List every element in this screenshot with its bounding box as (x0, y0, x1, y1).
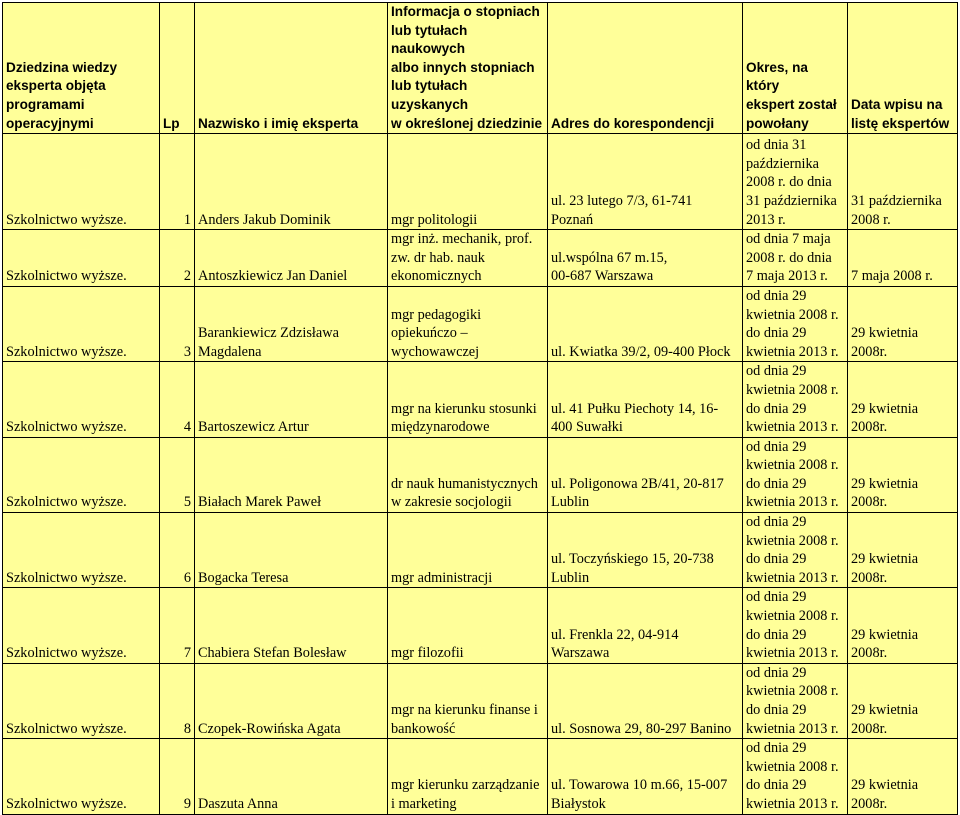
cell-okres: od dnia 31 października 2008 r. do dnia 31 października 2013 r. (743, 134, 848, 230)
cell-dziedzina: Szkolnictwo wyższe. (3, 134, 160, 230)
cell-informacja: mgr filozofii (388, 588, 548, 663)
cell-okres: od dnia 29 kwietnia 2008 r. do dnia 29 kwietnia 2013 r. (743, 513, 848, 588)
cell-lp: 8 (160, 663, 195, 738)
cell-data-wpisu: 29 kwietnia 2008r. (848, 663, 958, 738)
cell-lp: 1 (160, 134, 195, 230)
cell-data-wpisu: 29 kwietnia 2008r. (848, 513, 958, 588)
cell-adres: ul. Frenkla 22, 04-914 Warszawa (548, 588, 743, 663)
cell-okres: od dnia 29 kwietnia 2008 r. do dnia 29 kwietnia 2013 r. (743, 286, 848, 361)
cell-adres: ul. Sosnowa 29, 80-297 Banino (548, 663, 743, 738)
cell-nazwisko: Anders Jakub Dominik (195, 134, 388, 230)
cell-nazwisko: Bartoszewicz Artur (195, 362, 388, 437)
cell-informacja: mgr kierunku zarządzanie i marketing (388, 739, 548, 814)
cell-informacja: dr nauk humanistycznych w zakresie socjologii (388, 437, 548, 512)
cell-informacja: mgr politologii (388, 134, 548, 230)
header-lp: Lp (160, 3, 195, 134)
header-nazwisko: Nazwisko i imię eksperta (195, 3, 388, 134)
cell-lp: 6 (160, 513, 195, 588)
cell-informacja: mgr administracji (388, 513, 548, 588)
cell-data-wpisu: 29 kwietnia 2008r. (848, 286, 958, 361)
cell-data-wpisu: 29 kwietnia 2008r. (848, 362, 958, 437)
cell-adres: ul. Towarowa 10 m.66, 15-007 Białystok (548, 739, 743, 814)
cell-dziedzina: Szkolnictwo wyższe. (3, 663, 160, 738)
cell-dziedzina: Szkolnictwo wyższe. (3, 230, 160, 287)
experts-table (2, 2, 958, 815)
cell-okres: od dnia 7 maja 2008 r. do dnia 7 maja 2013 r. (743, 230, 848, 287)
cell-adres: ul. 23 lutego 7/3, 61-741 Poznań (548, 134, 743, 230)
table-row (3, 286, 958, 361)
cell-dziedzina: Szkolnictwo wyższe. (3, 513, 160, 588)
header-okres: Okres, na który ekspert został powołany (743, 3, 848, 134)
cell-data-wpisu: 31 października 2008 r. (848, 134, 958, 230)
cell-okres: od dnia 29 kwietnia 2008 r. do dnia 29 kwietnia 2013 r. (743, 362, 848, 437)
header-row (3, 3, 958, 134)
cell-data-wpisu: 29 kwietnia 2008r. (848, 588, 958, 663)
cell-okres: od dnia 29 kwietnia 2008 r. do dnia 29 kwietnia 2013 r. (743, 588, 848, 663)
cell-data-wpisu: 29 kwietnia 2008r. (848, 437, 958, 512)
cell-lp: 5 (160, 437, 195, 512)
cell-dziedzina: Szkolnictwo wyższe. (3, 286, 160, 361)
cell-nazwisko: Barankiewicz Zdzisława Magdalena (195, 286, 388, 361)
cell-adres: ul. Toczyńskiego 15, 20-738 Lublin (548, 513, 743, 588)
cell-informacja: mgr inż. mechanik, prof. zw. dr hab. nauk ekonomicznych (388, 230, 548, 287)
cell-informacja: mgr pedagogiki opiekuńczo – wychowawczej (388, 286, 548, 361)
cell-nazwisko: Czopek-Rowińska Agata (195, 663, 388, 738)
cell-informacja: mgr na kierunku finanse i bankowość (388, 663, 548, 738)
cell-nazwisko: Antoszkiewicz Jan Daniel (195, 230, 388, 287)
cell-adres: ul. Kwiatka 39/2, 09-400 Płock (548, 286, 743, 361)
table-row (3, 588, 958, 663)
header-data-wpisu: Data wpisu na listę ekspertów (848, 3, 958, 134)
table-row (3, 513, 958, 588)
cell-okres: od dnia 29 kwietnia 2008 r. do dnia 29 kwietnia 2013 r. (743, 663, 848, 738)
cell-adres: ul.wspólna 67 m.15, 00-687 Warszawa (548, 230, 743, 287)
cell-okres: od dnia 29 kwietnia 2008 r. do dnia 29 kwietnia 2013 r. (743, 437, 848, 512)
cell-lp: 9 (160, 739, 195, 814)
table-row (3, 230, 958, 287)
cell-dziedzina: Szkolnictwo wyższe. (3, 362, 160, 437)
header-informacja: Informacja o stopniach lub tytułach naukowych albo innych stopniach lub tytułach uzyskanych w określonej dziedzinie (388, 3, 548, 134)
table-row (3, 663, 958, 738)
cell-nazwisko: Białach Marek Paweł (195, 437, 388, 512)
cell-lp: 2 (160, 230, 195, 287)
header-dziedzina: Dziedzina wiedzy eksperta objęta programami operacyjnymi (3, 3, 160, 134)
cell-nazwisko: Chabiera Stefan Bolesław (195, 588, 388, 663)
cell-data-wpisu: 29 kwietnia 2008r. (848, 739, 958, 814)
cell-lp: 3 (160, 286, 195, 361)
table-row (3, 739, 958, 814)
cell-lp: 7 (160, 588, 195, 663)
header-adres: Adres do korespondencji (548, 3, 743, 134)
cell-dziedzina: Szkolnictwo wyższe. (3, 437, 160, 512)
cell-data-wpisu: 7 maja 2008 r. (848, 230, 958, 287)
cell-nazwisko: Daszuta Anna (195, 739, 388, 814)
cell-informacja: mgr na kierunku stosunki międzynarodowe (388, 362, 548, 437)
cell-nazwisko: Bogacka Teresa (195, 513, 388, 588)
cell-lp: 4 (160, 362, 195, 437)
cell-okres: od dnia 29 kwietnia 2008 r. do dnia 29 kwietnia 2013 r. (743, 739, 848, 814)
cell-adres: ul. 41 Pułku Piechoty 14, 16- 400 Suwałki (548, 362, 743, 437)
cell-dziedzina: Szkolnictwo wyższe. (3, 739, 160, 814)
table-row (3, 362, 958, 437)
cell-dziedzina: Szkolnictwo wyższe. (3, 588, 160, 663)
table-row (3, 134, 958, 230)
cell-adres: ul. Poligonowa 2B/41, 20-817 Lublin (548, 437, 743, 512)
table-row (3, 437, 958, 512)
